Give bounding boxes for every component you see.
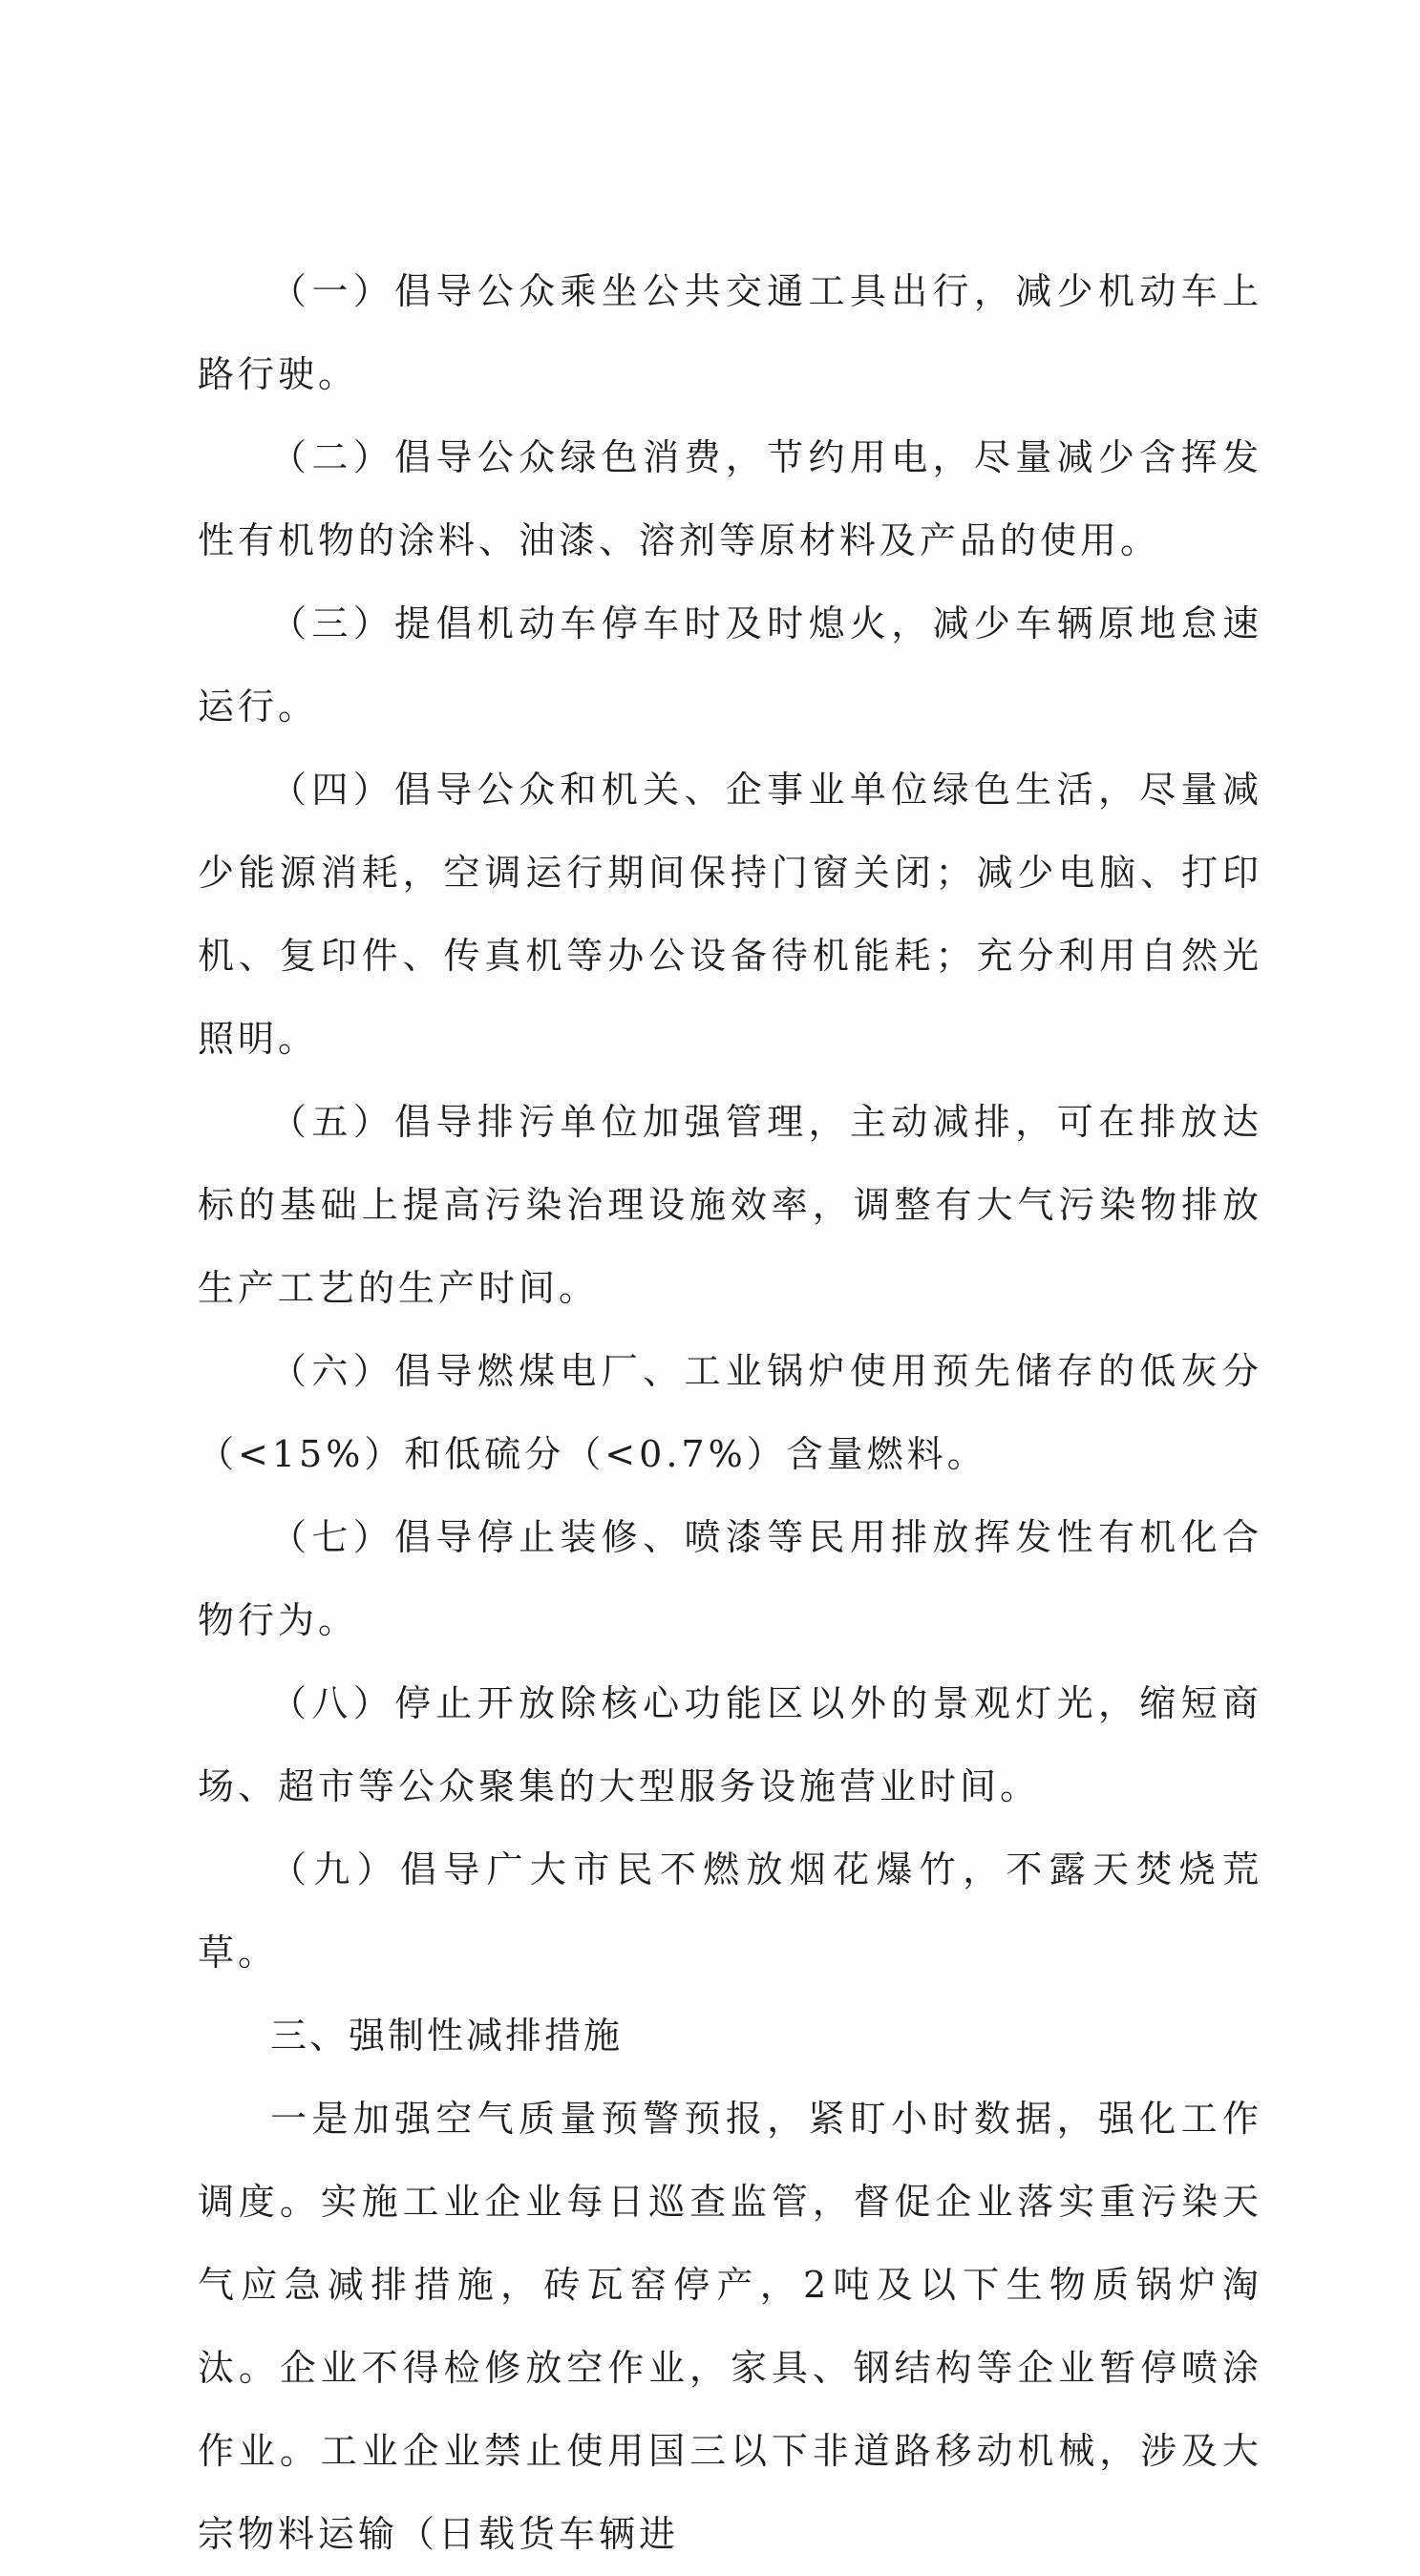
measure-item-3: （三）提倡机动车停车时及时熄火，减少车辆原地怠速运行。 [198,602,1262,728]
measure-item-9: （九）倡导广大市民不燃放烟花爆竹，不露天焚烧荒草。 [198,1848,1262,1974]
measure-item-5: （五）倡导排污单位加强管理，主动减排，可在排放达标的基础上提高污染治理设施效率，调整有大气污染物排放生产工艺的生产时间。 [198,1101,1262,1309]
document-body [198,250,1262,2576]
measure-item-1: （一）倡导公众乘坐公共交通工具出行，减少机动车上路行驶。 [198,270,1262,395]
measure-item-7: （七）倡导停止装修、喷漆等民用排放挥发性有机化合物行为。 [198,1516,1262,1641]
measure-item-6: （六）倡导燃煤电厂、工业锅炉使用预先储存的低灰分（<15%）和低硫分（<0.7%）含量燃料。 [198,1350,1262,1475]
measure-item-8: （八）停止开放除核心功能区以外的景观灯光，缩短商场、超市等公众聚集的大型服务设施营业时间。 [198,1682,1262,1807]
measure-item-2: （二）倡导公众绿色消费，节约用电，尽量减少含挥发性有机物的涂料、油漆、溶剂等原材料及产品的使用。 [198,436,1262,561]
final-paragraph: 一是加强空气质量预警预报，紧盯小时数据，强化工作调度。实施工业企业每日巡查监管，督促企业落实重污染天气应急减排措施，砖瓦窑停产，2吨及以下生物质锅炉淘汰。企业不得检修放空作业，家具、钢结构等企业暂停喷涂作业。工业企业禁止使用国三以下非道路移动机械，涉及大宗物料运输（日载货车辆进 [198,2098,1262,2555]
measure-item-4: （四）倡导公众和机关、企事业单位绿色生活，尽量减少能源消耗，空调运行期间保持门窗关闭；减少电脑、打印机、复印件、传真机等办公设备待机能耗；充分利用自然光照明。 [198,769,1262,1060]
section-heading: 三、强制性减排措施 [270,2015,624,2057]
